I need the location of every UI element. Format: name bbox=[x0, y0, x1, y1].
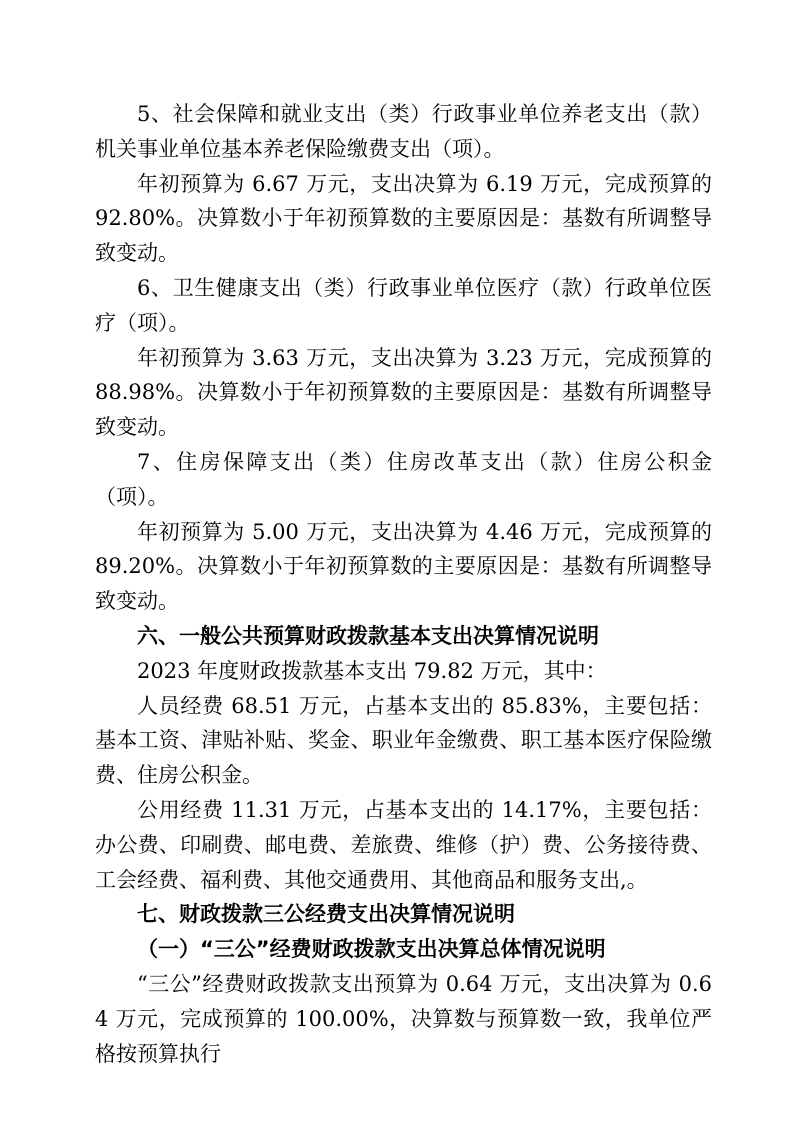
para-three-public-funds-detail: “三公”经费财政拨款支出预算为 0.64 万元，支出决算为 0.64 万元，完成预算的 100.00%，决算数与预算数一致，我单位严格按预算执行 bbox=[95, 971, 712, 1066]
para-item5-budget-detail: 年初预算为 6.67 万元，支出决算为 6.19 万元，完成预算的 92.80%。决算数小于年初预算数的主要原因是：基数有所调整导致变动。 bbox=[95, 171, 712, 266]
para-personnel-expense: 人员经费 68.51 万元，占基本支出的 85.83%，主要包括：基本工资、津贴补贴、奖金、职业年金缴费、职工基本医疗保险缴费、住房公积金。 bbox=[95, 693, 712, 788]
para-item6-health-title: 6、卫生健康支出（类）行政事业单位医疗（款）行政单位医疗（项）。 bbox=[95, 275, 712, 335]
para-item7-housing-title: 7、住房保障支出（类）住房改革支出（款）住房公积金（项）。 bbox=[95, 449, 712, 509]
document-body bbox=[95, 97, 712, 1071]
heading-section7-three-public-funds: 七、财政拨款三公经费支出决算情况说明 bbox=[137, 902, 515, 927]
heading-section7-sub1-overview: （一）“三公”经费财政拨款支出决算总体情况说明 bbox=[137, 937, 606, 962]
para-item6-budget-detail: 年初预算为 3.63 万元，支出决算为 3.23 万元，完成预算的 88.98%。决算数小于年初预算数的主要原因是：基数有所调整导致变动。 bbox=[95, 345, 712, 440]
para-item7-budget-detail: 年初预算为 5.00 万元，支出决算为 4.46 万元，完成预算的 89.20%。决算数小于年初预算数的主要原因是：基数有所调整导致变动。 bbox=[95, 519, 712, 614]
para-public-expense: 公用经费 11.31 万元，占基本支出的 14.17%，主要包括：办公费、印刷费、邮电费、差旅费、维修（护）费、公务接待费、工会经费、福利费、其他交通费用、其他商品和服务支出,。 bbox=[95, 797, 712, 892]
para-basic-expenditure-total: 2023 年度财政拨款基本支出 79.82 万元，其中： bbox=[137, 658, 607, 683]
para-item5-social-security-title: 5、社会保障和就业支出（类）行政事业单位养老支出（款）机关事业单位基本养老保险缴费支出（项）。 bbox=[95, 102, 712, 161]
heading-section6-basic-expenditure: 六、一般公共预算财政拨款基本支出决算情况说明 bbox=[137, 623, 599, 648]
